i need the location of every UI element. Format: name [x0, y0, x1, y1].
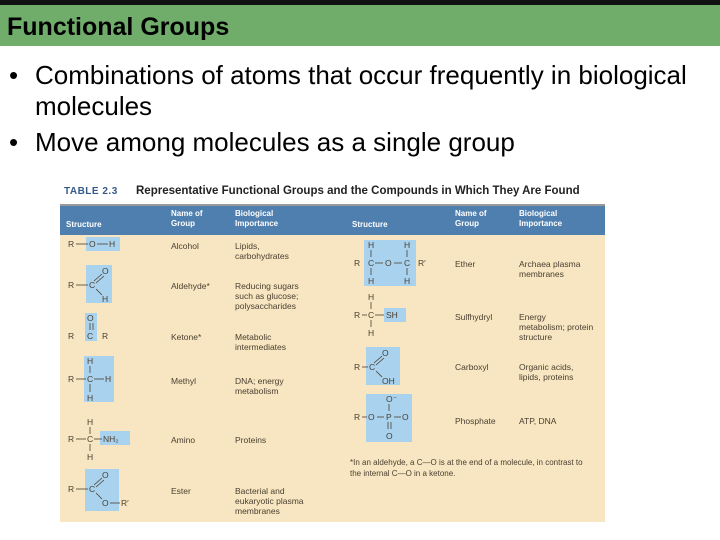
svg-text:R: R [68, 434, 75, 444]
svg-text:O⁻: O⁻ [386, 394, 398, 404]
structure-ester [66, 469, 166, 513]
structure-alcohol [66, 237, 166, 257]
svg-text:H: H [105, 374, 112, 384]
title-bar [0, 5, 720, 46]
structure-aldehyde [66, 265, 166, 305]
right-group-carboxyl: Carboxyl [455, 362, 489, 372]
atom-h: H [109, 239, 116, 249]
svg-text:R: R [354, 310, 361, 320]
svg-text:C: C [369, 362, 376, 372]
svg-text:SH: SH [386, 310, 398, 320]
left-importance-methyl: DNA; energy metabolism [235, 376, 284, 396]
svg-text:O: O [102, 470, 109, 480]
left-importance-ketone: Metabolic intermediates [235, 332, 287, 352]
svg-text:H: H [404, 240, 411, 250]
functional-groups-table [60, 182, 605, 522]
structure-sulfhydryl [352, 292, 452, 340]
svg-text:C: C [368, 310, 375, 320]
svg-text:H: H [102, 294, 109, 304]
table-title-row [60, 182, 605, 206]
bullet-text: Move among molecules as a single group [35, 127, 515, 157]
bullet-dot-icon: • [9, 127, 19, 157]
header-group-left: Name of Group [171, 209, 203, 228]
svg-text:R: R [354, 362, 361, 372]
svg-text:H: H [87, 356, 94, 366]
bullet-dot-icon: • [9, 60, 19, 90]
svg-text:C: C [87, 434, 94, 444]
svg-text:R′: R′ [418, 258, 426, 268]
svg-text:C: C [87, 331, 94, 341]
structure-phosphate [352, 394, 452, 444]
svg-text:R: R [102, 331, 109, 341]
svg-text:O: O [87, 313, 94, 323]
left-importance-ester: Bacterial and eukaryotic plasma membranes [235, 486, 304, 516]
svg-text:H: H [368, 240, 375, 250]
svg-text:C: C [87, 374, 94, 384]
header-structure-left: Structure [66, 220, 102, 229]
svg-text:H: H [87, 417, 94, 427]
right-group-sulfhydryl: Sulfhydryl [455, 312, 493, 322]
svg-text:O: O [382, 348, 389, 358]
header-importance-left: Biological Importance [235, 209, 279, 228]
left-group-ketone: Ketone* [171, 332, 202, 342]
right-group-ether: Ether [455, 259, 476, 269]
svg-text:H: H [368, 328, 375, 338]
left-importance-alcohol: Lipids, carbohydrates [235, 241, 289, 261]
structure-carboxyl [352, 347, 452, 387]
right-importance-sulfhydryl: Energy metabolism; protein structure [519, 312, 594, 342]
structure-ketone [66, 313, 166, 343]
table-header-row [60, 206, 605, 235]
table-caption: Representative Functional Groups and the Compounds in Which They Are Found [136, 185, 580, 197]
svg-text:O: O [368, 412, 375, 422]
svg-text:R: R [354, 412, 361, 422]
left-group-aldehyde: Aldehyde* [171, 281, 210, 291]
svg-text:H: H [87, 452, 94, 462]
left-importance-aldehyde: Reducing sugars such as glucose; polysaccharides [235, 281, 299, 311]
svg-text:OH: OH [382, 376, 395, 386]
bullet-item [9, 127, 709, 158]
header-group-right: Name of Group [455, 209, 487, 228]
svg-text:O: O [402, 412, 409, 422]
svg-text:O: O [102, 498, 109, 508]
svg-text:H: H [87, 393, 94, 403]
svg-text:NH₂: NH₂ [103, 434, 119, 444]
svg-text:H: H [368, 276, 375, 286]
atom-r: R [68, 239, 75, 249]
svg-text:R: R [68, 374, 75, 384]
header-structure-right: Structure [352, 220, 388, 229]
slide-title: Functional Groups [7, 13, 230, 41]
bullet-item [9, 60, 709, 122]
structure-ether [352, 240, 452, 290]
svg-text:O: O [102, 266, 109, 276]
right-importance-phosphate: ATP, DNA [519, 416, 557, 426]
right-group-phosphate: Phosphate [455, 416, 496, 426]
left-group-alcohol: Alcohol [171, 241, 199, 251]
svg-text:C: C [89, 484, 96, 494]
left-importance-amino: Proteins [235, 435, 267, 445]
svg-text:C: C [404, 258, 411, 268]
svg-text:R: R [68, 484, 75, 494]
header-importance-right: Biological Importance [519, 209, 563, 228]
left-group-amino: Amino [171, 435, 196, 445]
bullet-list [9, 60, 709, 163]
svg-text:O: O [385, 258, 392, 268]
svg-text:C: C [89, 280, 96, 290]
table-number: TABLE 2.3 [64, 186, 118, 197]
right-importance-carboxyl: Organic acids, lipids, proteins [519, 362, 574, 382]
svg-text:R: R [68, 280, 75, 290]
svg-text:O: O [386, 431, 393, 441]
svg-text:R: R [68, 331, 75, 341]
table-footnote: *In an aldehyde, a C—O is at the end of a molecule, in contrast to the internal C—O in a ketone. [350, 458, 583, 478]
svg-text:C: C [368, 258, 375, 268]
structure-methyl [66, 356, 166, 404]
structure-amino [66, 417, 166, 463]
svg-text:R: R [354, 258, 361, 268]
atom-o: O [89, 239, 96, 249]
bullet-text: Combinations of atoms that occur frequently in biological molecules [35, 60, 687, 121]
svg-text:P: P [386, 412, 392, 422]
svg-text:H: H [404, 276, 411, 286]
svg-text:H: H [368, 292, 375, 302]
right-importance-ether: Archaea plasma membranes [519, 259, 581, 279]
left-group-ester: Ester [171, 486, 191, 496]
left-group-methyl: Methyl [171, 376, 197, 386]
svg-text:R′: R′ [121, 498, 129, 508]
